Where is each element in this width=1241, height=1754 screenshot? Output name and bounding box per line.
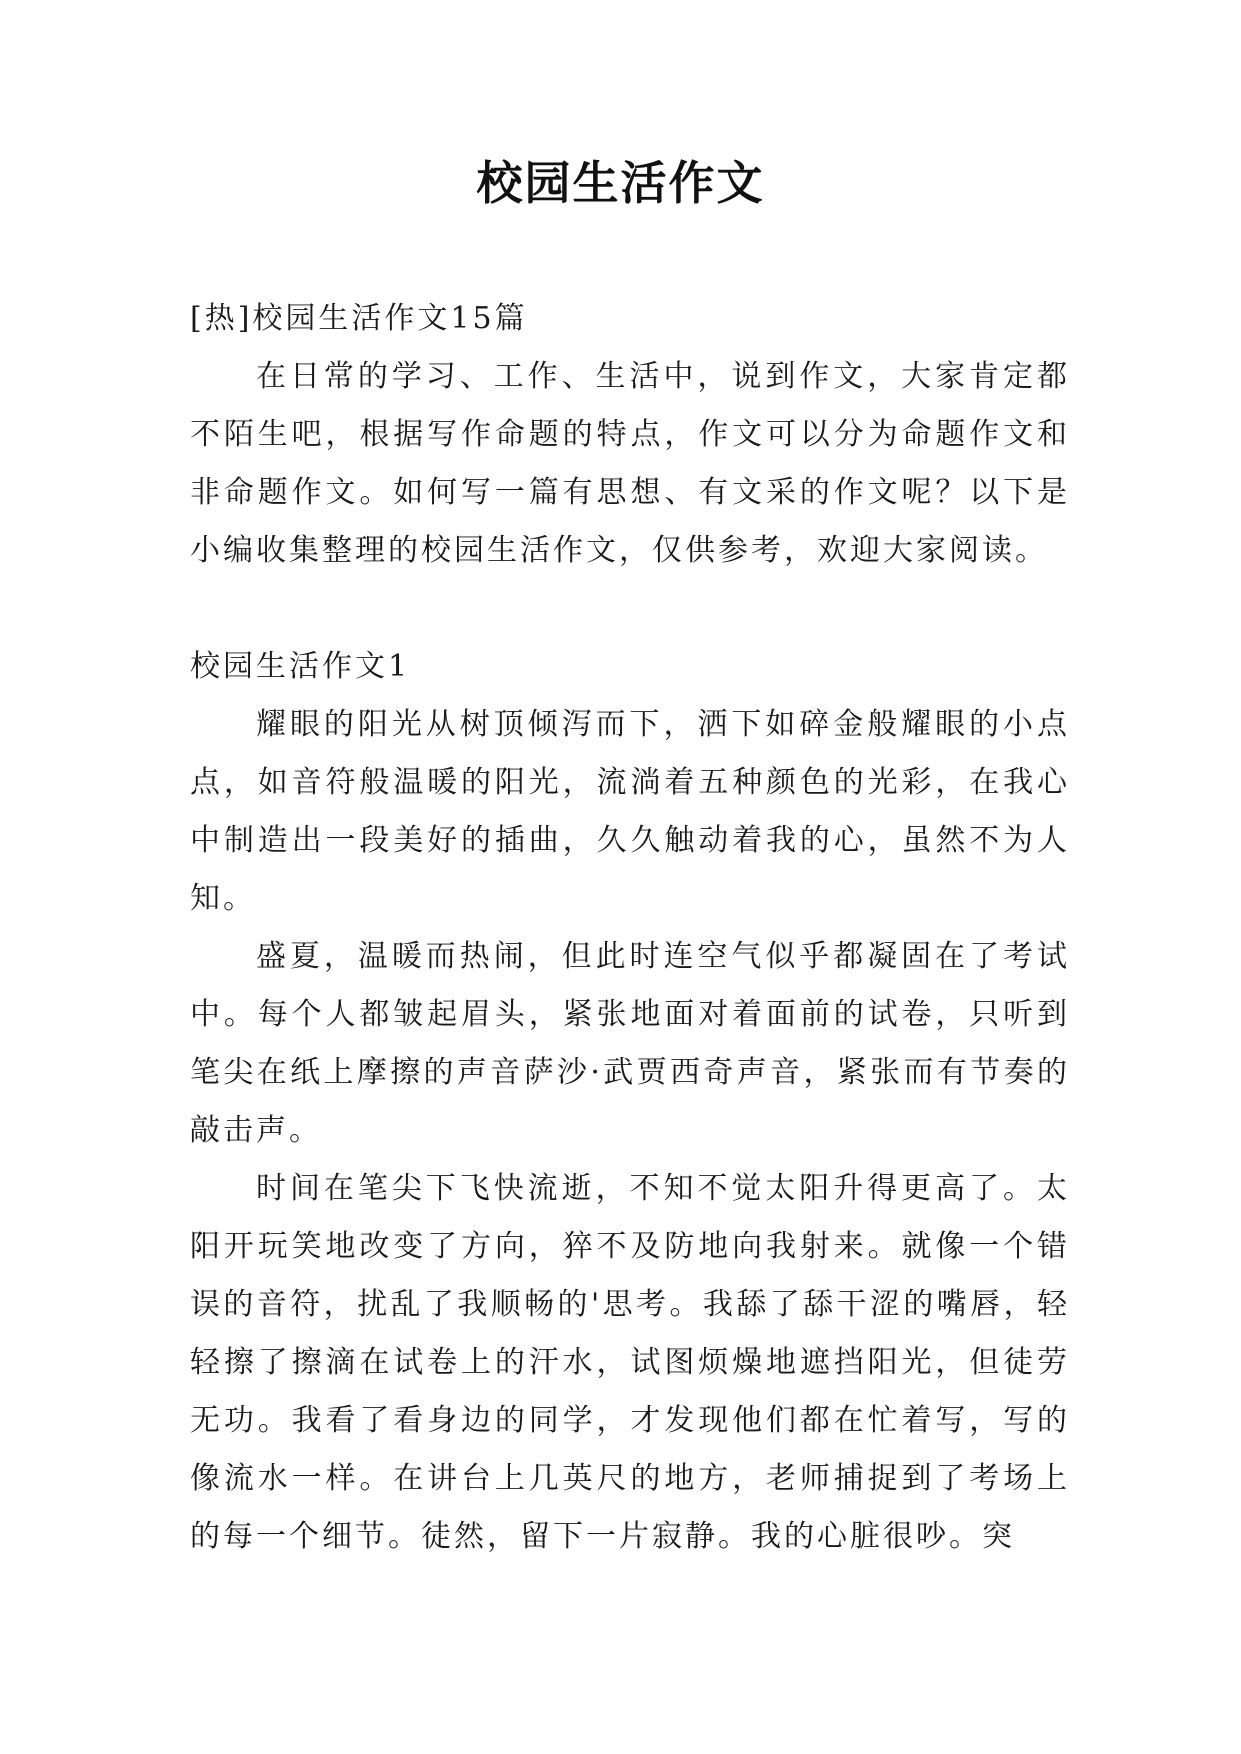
section-spacer <box>190 580 1070 638</box>
document-body <box>190 290 1070 1566</box>
essay-heading: 校园生活作文1 <box>190 649 411 684</box>
article-subtitle: [热]校园生活作文15篇 <box>190 301 528 336</box>
essay-paragraph: 盛夏，温暖而热闹，但此时连空气似乎都凝固在了考试中。每个人都皱起眉头，紧张地面对着面前的试卷，只听到笔尖在纸上摩擦的声音萨沙·武贾西奇声音，紧张而有节奏的敲击声。 <box>190 939 1070 1148</box>
document-title: 校园生活作文 <box>476 156 765 210</box>
intro-paragraph: 在日常的学习、工作、生活中，说到作文，大家肯定都不陌生吧，根据写作命题的特点，作文可以分为命题作文和非命题作文。如何写一篇有思想、有文采的作文呢？以下是小编收集整理的校园生活作文，仅供参考，欢迎大家阅读。 <box>190 359 1070 568</box>
essay-paragraph: 时间在笔尖下飞快流逝，不知不觉太阳升得更高了。太阳开玩笑地改变了方向，猝不及防地向我射来。就像一个错误的音符，扰乱了我顺畅的'思考。我舔了舔干涩的嘴唇，轻轻擦了擦滴在试卷上的汗水，试图烦燥地遮挡阳光，但徒劳无功。我看了看身边的同学，才发现他们都在忙着写，写的像流水一样。在讲台上几英尺的地方，老师捕捉到了考场上的每一个细节。徒然，留下一片寂静。我的心脏很吵。突 <box>190 1171 1070 1554</box>
essay-paragraph: 耀眼的阳光从树顶倾泻而下，洒下如碎金般耀眼的小点点，如音符般温暖的阳光，流淌着五种颜色的光彩，在我心中制造出一段美好的插曲，久久触动着我的心，虽然不为人知。 <box>190 707 1070 916</box>
